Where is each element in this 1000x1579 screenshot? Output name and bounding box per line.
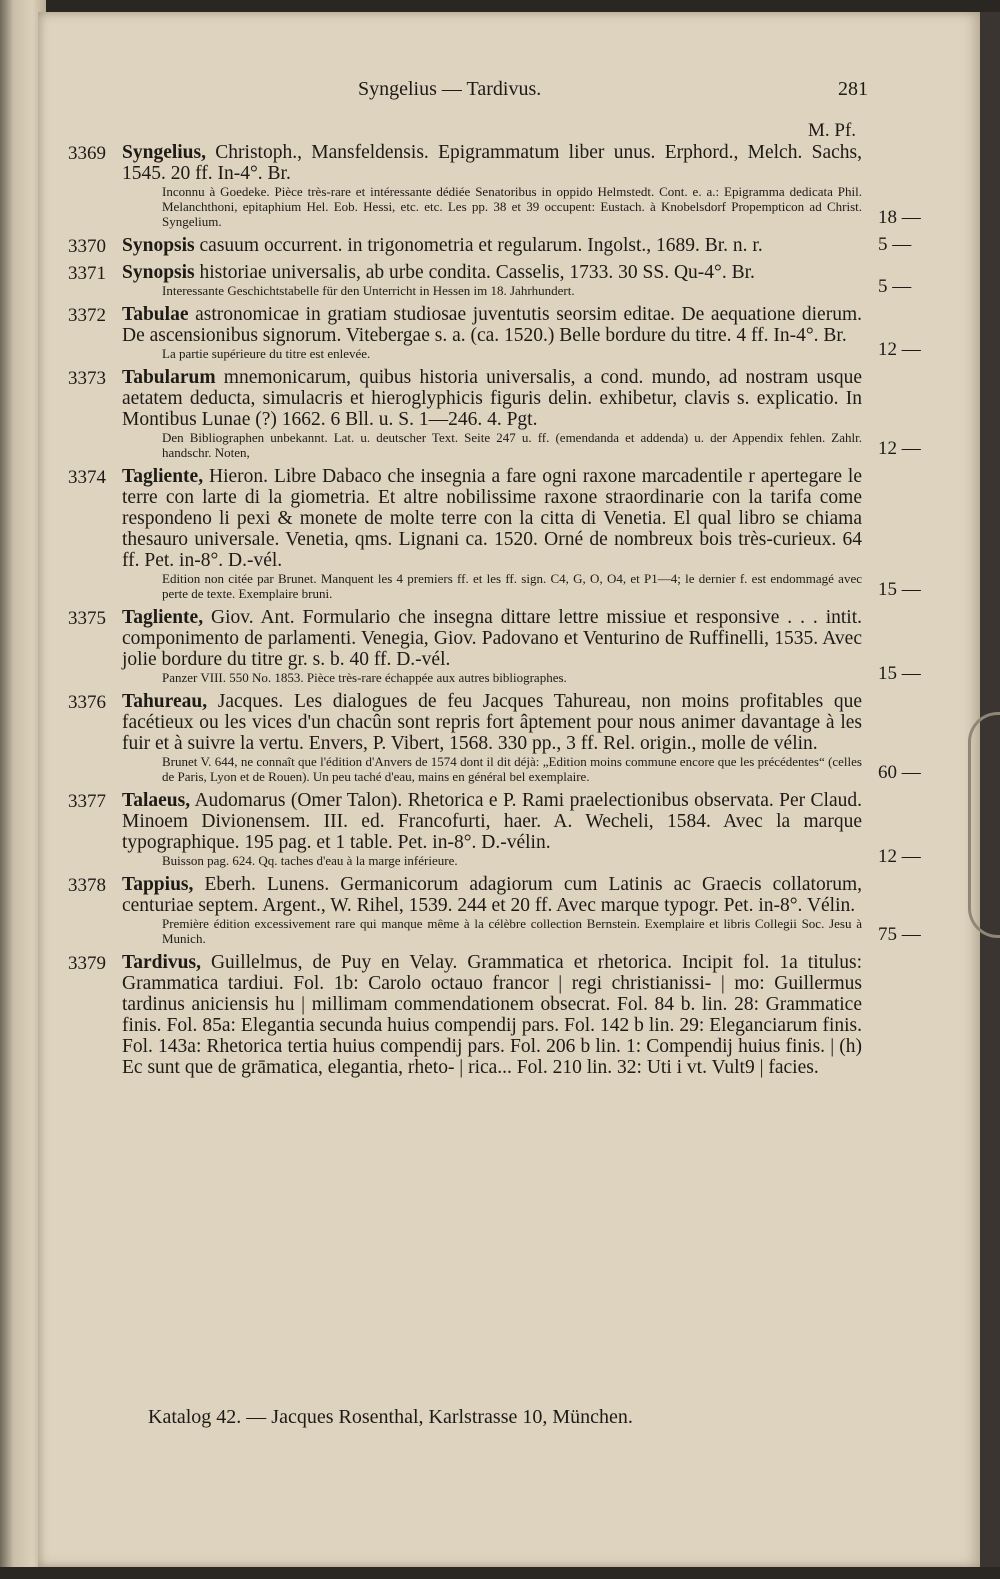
- entry-text: [122, 304, 862, 346]
- entry-text: [122, 466, 862, 571]
- entry-body: Eberh. Lunens. Germanicorum adagiorum cum Latinis ac Graecis collatorum, centuriae septem. Argent., W. Rihel, 1539. 244 et 20 ff. Avec marque typogr. Pet. in-8°. Vélin.: [122, 874, 862, 916]
- entry-price: 5 —: [878, 276, 912, 297]
- entry-number: 3369: [68, 143, 106, 164]
- entry-heading: Tabulae: [122, 304, 189, 325]
- currency-column-header: M. Pf.: [808, 120, 857, 141]
- entry-number: 3378: [68, 875, 106, 896]
- entry-number: 3374: [68, 467, 106, 488]
- entry-body: Audomarus (Omer Talon). Rhetorica e P. Rami praelectionibus observata. Per Claud. Minoem Divionensem. III. ed. Francofurti, haer. A. Wecheli, 1584. Avec la marque typographique. 195 pag. et 1 table. Pet. in-8°. D.-vélin.: [122, 790, 862, 853]
- list-item: [68, 691, 948, 784]
- entry-body: Christoph., Mansfeldensis. Epigrammatum liber unus. Erphord., Melch. Sachs, 1545. 20 ff. In-4°. Br.: [122, 142, 862, 184]
- entry-body: casuum occurrent. in trigonometria et regularum. Ingolst., 1689. Br. n. r.: [194, 235, 763, 256]
- entry-body: Jacques. Les dialogues de feu Jacques Tahureau, non moins profitables que facétieux ou les vices d'un chacûn sont repris fort âptement pour nous animer davantage à les fuir et à suivre la vertu. Envers, P. Vibert, 1568. 330 pp., 3 ff. Rel. origin., molle de vélin.: [122, 691, 862, 754]
- entry-heading: Synopsis: [122, 262, 195, 283]
- entry-body: mnemonicarum, quibus historia universalis, a cond. mundo, ad nostram usque aetatem deducta, simulacris et hieroglyphicis figuris delin. exhibetur, clavis s. explicatio. In Montibus Lunae (?) 1662. 6 Bll. u. S. 1—246. 4. Pgt.: [122, 367, 862, 430]
- entry-price: 5 —: [878, 234, 912, 255]
- entry-text: [122, 607, 862, 670]
- list-item: [68, 466, 948, 601]
- entry-price: 18 —: [878, 207, 921, 228]
- entry-price: 12 —: [878, 438, 921, 459]
- entry-number: 3370: [68, 236, 106, 257]
- list-item: [68, 304, 948, 361]
- entry-number: 3371: [68, 263, 106, 284]
- entry-heading: Tappius,: [122, 874, 194, 895]
- entry-price: 12 —: [878, 339, 921, 360]
- scan-bottom-border: [0, 1567, 1000, 1579]
- entry-heading: Synopsis: [122, 235, 195, 256]
- paper-clip-shape: [968, 712, 1000, 938]
- entry-heading: Tagliente,: [122, 466, 204, 487]
- entry-body: Hieron. Libre Dabaco che insegnia a fare ogni raxone marcadentile r apertegare le terre con larte di la giometria. Et altre nobilissime raxone straordinarie con la tarifa come respondeno li pexi & monete de molte terre con la citta di Venetia. El qual libro se chiama thesauro universale. Venetia, qms. Lignani ca. 1520. Orné de nombreux bois très-curieux. 64 ff. Pet. in-8°. D.-vél.: [122, 466, 862, 571]
- entry-body: astronomicae in gratiam studiosae juventutis seorsim editae. De aequatione dierum. De ascensionibus signorum. Vitebergae s. a. (ca. 1520.) Belle bordure du titre. 4 ff. In-4°. Br.: [122, 304, 862, 346]
- entry-body: historiae universalis, ab urbe condita. Casselis, 1733. 30 SS. Qu-4°. Br.: [194, 262, 755, 283]
- entry-text: [122, 367, 862, 430]
- entry-heading: Syngelius,: [122, 142, 206, 163]
- entry-number: 3379: [68, 953, 106, 974]
- entry-price: 12 —: [878, 846, 921, 867]
- list-item: [68, 874, 948, 946]
- entry-note: Edition non citée par Brunet. Manquent les 4 premiers ff. et les ff. sign. C4, G, O, O4, et P1—4; le dernier f. est endommagé avec perte de texte. Exemplaire bruni.: [162, 571, 862, 601]
- entry-heading: Tagliente,: [122, 607, 204, 628]
- entry-heading: Tabularum: [122, 367, 216, 388]
- entry-text: [122, 691, 862, 754]
- entry-text: [122, 235, 862, 256]
- entry-note: Interessante Geschichtstabelle für den Unterricht in Hessen im 18. Jahrhundert.: [162, 283, 575, 298]
- list-item: [68, 235, 948, 256]
- entry-text: [122, 142, 862, 184]
- entry-number: 3372: [68, 305, 106, 326]
- entry-heading: Tahureau,: [122, 691, 208, 712]
- entry-number: 3377: [68, 791, 106, 812]
- list-item: [68, 952, 948, 1078]
- entry-list: [68, 142, 948, 1084]
- entry-note: Buisson pag. 624. Qq. taches d'eau à la marge inférieure.: [162, 853, 458, 868]
- entry-note: Première édition excessivement rare qui manque même à la célèbre collection Bernstein. Exemplaire et libris Collegii Soc. Jesu à Munich.: [162, 916, 862, 946]
- scan-top-border: [0, 0, 1000, 12]
- entry-text: [122, 952, 862, 1078]
- entry-note: Brunet V. 644, ne connaît que l'édition d'Anvers de 1574 dont il dit déjà: „Edition moins commune encore que les précédentes“ (celles de Paris, Lyon et de Rouen). Un peu taché d'eau, mains en général bel exemplaire.: [162, 754, 862, 784]
- list-item: [68, 790, 948, 868]
- entry-note: Panzer VIII. 550 No. 1853. Pièce très-rare échappée aux autres bibliographes.: [162, 670, 567, 685]
- page-number: 281: [838, 78, 868, 100]
- entry-number: 3373: [68, 368, 106, 389]
- entry-number: 3376: [68, 692, 106, 713]
- entry-note: Inconnu à Goedeke. Pièce très-rare et intéressante dédiée Senatoribus in oppido Helmstedt. Cont. e. a.: Epigramma dedicata Phil. Melanchthoni, epitaphium Hel. Eob. Hessi, etc. etc. Les pp. 38 et 39 occupent: Eustach. à Knobelsdorf Propempticon ad Christ. Syngelium.: [162, 184, 862, 229]
- entry-price: 75 —: [878, 924, 921, 945]
- catalog-page: [38, 12, 980, 1567]
- entry-body: Giov. Ant. Formulario che insegna dittare lettre missiue et responsive . . . intit. componimento de parlamenti. Venegia, Giov. Padovano et Venturino de Ruffinelli, 1535. Avec jolie bordure du titre gr. s. b. 40 ff. D.-vél.: [122, 607, 862, 670]
- entry-heading: Talaeus,: [122, 790, 191, 811]
- entry-number: 3375: [68, 608, 106, 629]
- entry-body: Guillelmus, de Puy en Velay. Grammatica et rhetorica. Incipit fol. 1a titulus: Grammatica tardiui. Fol. 1b: Carolo octauo francor | regi christianissi- | mo: Guillermus tardinus aniciensis hu | millimam commendationem obsecrat. Fol. 84 b. lin. 28: Grammatice finis. Fol. 85a: Elegantia secunda huius compendij pars. Fol. 142 b lin. 29: Eleganciarum finis. Fol. 143a: Rhetorica tertia huius compendij pars. Fol. 206 b lin. 1: Compendij huius finis. | (h) Ec sunt que de grāmatica, elegantia, rheto- | rica... Fol. 210 lin. 32: Uti i vt. Vult9 | facies.: [122, 952, 862, 1078]
- entry-note: La partie supérieure du titre est enlevée.: [162, 346, 371, 361]
- entry-text: [122, 874, 862, 916]
- page-footer: Katalog 42. — Jacques Rosenthal, Karlstrasse 10, München.: [148, 1406, 633, 1428]
- list-item: [68, 367, 948, 460]
- entry-text: [122, 262, 862, 283]
- entry-note: Den Bibliographen unbekannt. Lat. u. deutscher Text. Seite 247 u. ff. (emendanda et addenda) u. der Appendix fehlen. Zahlr. handschr. Noten,: [162, 430, 862, 460]
- entry-heading: Tardivus,: [122, 952, 201, 973]
- entry-price: 60 —: [878, 762, 921, 783]
- list-item: [68, 262, 948, 298]
- list-item: [68, 142, 948, 229]
- entry-price: 15 —: [878, 663, 921, 684]
- page-title: Syngelius — Tardivus.: [358, 78, 542, 100]
- list-item: [68, 607, 948, 685]
- entry-text: [122, 790, 862, 853]
- entry-price: 15 —: [878, 579, 921, 600]
